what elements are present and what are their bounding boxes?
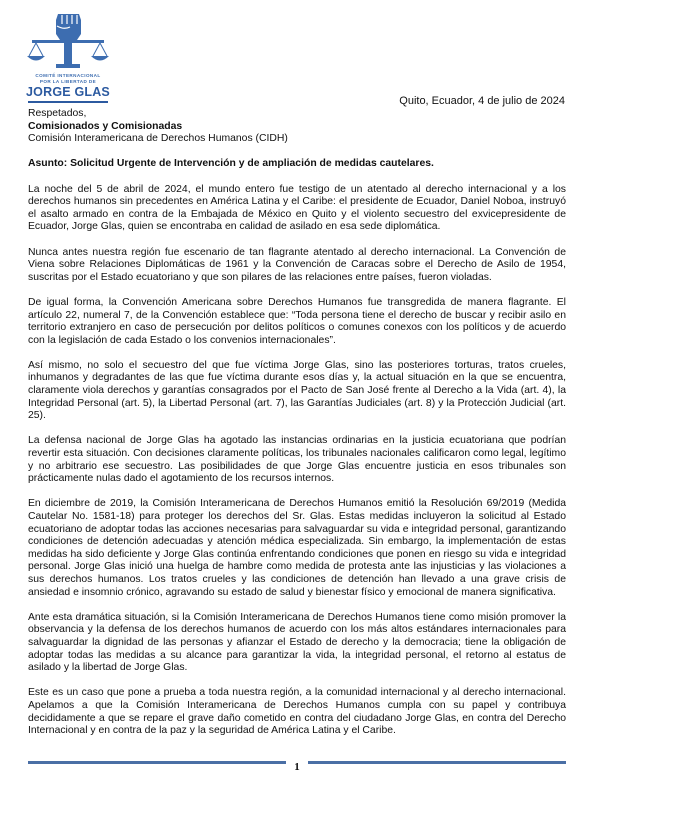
- footer-rule-right: [308, 761, 566, 764]
- spacer: [28, 423, 566, 436]
- salutation: Respetados,: [28, 108, 87, 119]
- footer-rule-left: [28, 761, 286, 764]
- paragraph-7: Ante esta dramática situación, si la Comisión Interamericana de Derechos Humanos tiene como misión promover la observancia y la defensa de los derechos humanos de acuerdo con los más altos estándares internacionales para salvaguardar la dignidad de las personas y afianzar el Estado de derecho y la democracia; tiene la obligación de adoptar todas las medidas a su alcance para garantizar la vida, la integridad personal, el retorno al estatus de asilado y la libertad de Jorge Glas.: [28, 611, 566, 674]
- paragraph-5: La defensa nacional de Jorge Glas ha agotado las instancias ordinarias en la justicia ecuatoriana que podrían revertir esta situación. Con decisiones claramente políticas, los tribunales nacionales calificaron como legal, legítimo y no arbitrario ese secuestro. Las posibilidades de que Jorge Glas encuentre justicia en esos tribunales son prácticamente nulas dado el agotamiento de los recursos internos.: [28, 435, 566, 485]
- committee-logo: [24, 10, 112, 108]
- letter-date: Quito, Ecuador, 4 de julio de 2024: [399, 95, 565, 107]
- spacer: [28, 171, 566, 184]
- paragraph-4: Así mismo, no solo el secuestro del que fue víctima Jorge Glas, sino las posteriores torturas, tratos crueles, inhumanos y degradantes de las que fue víctima durante esos días y, la actual situación en la que se encuentra, claramente viola derechos y garantías consagrados por el Pacto de San José frente al Derecho a la Vida (art. 4), la Integridad Personal (art. 5), la Libertad Personal (art. 7), las Garantías Judiciales (art. 8) y la Protección Judicial (art. 25).: [28, 359, 566, 422]
- letter-body: [28, 108, 566, 738]
- paragraph-3: De igual forma, la Convención Americana sobre Derechos Humanos fue transgredida de manera flagrante. El artículo 22, numeral 7, de la Convención establece que: “Toda persona tiene el derecho de buscar y recibir asilo en territorio extranjero en caso de persecución por delitos políticos o comunes conexos con los políticos y de acuerdo con la legislación de cada Estado o los convenios internacionales”.: [28, 296, 566, 346]
- paragraph-1: La noche del 5 de abril de 2024, el mundo entero fue testigo de un atentado al derecho internacional y a los derechos humanos sin precedentes en América Latina y el Caribe: el presidente de Ecuador, Daniel Noboa, instruyó el asalto armado en contra de la Embajada de México en Quito y el violento secuestro del exvicepresidente de Ecuador, Jorge Glas, quien se encontraba en calidad de asilado en esa sede diplomática.: [28, 183, 566, 233]
- spacer: [28, 486, 566, 499]
- subject-line: Asunto: Solicitud Urgente de Intervención y de ampliación de medidas cautelares.: [28, 158, 434, 170]
- page-number: 1: [294, 761, 300, 773]
- logo-line-1: COMITÉ INTERNACIONAL: [35, 73, 101, 78]
- spacer: [28, 599, 566, 612]
- paragraph-2: Nunca antes nuestra región fue escenario de tan flagrante atentado al derecho internacional. La Convención de Viena sobre Relaciones Diplomáticas de 1961 y la Convención de Caracas sobre el Derecho de Asilo de 1954, suscritas por el Estado ecuatoriano y que son pilares de las relaciones entre países, fueron violadas.: [28, 246, 566, 283]
- logo-line-2: POR LA LIBERTAD DE: [39, 79, 97, 84]
- spacer: [28, 234, 566, 247]
- spacer: [28, 284, 566, 297]
- scales-of-justice-fist-icon: [24, 10, 112, 72]
- paragraph-8: Este es un caso que pone a prueba a toda nuestra región, a la comunidad internacional y al derecho internacional. Apelamos a que la Comisión Interamericana de Derechos Humanos cumpla con su papel y contribuya decididamente a que se repare el grave daño cometido en contra del ciudadano Jorge Glas, en contra del Derecho Internacional y en contra de la paz y la seguridad de América Latina y el Caribe.: [28, 687, 566, 737]
- spacer: [28, 347, 566, 360]
- spacer: [28, 146, 566, 159]
- paragraph-6: En diciembre de 2019, la Comisión Interamericana de Derechos Humanos emitió la Resolución 69/2019 (Medida Cautelar No. 1581-18) para proteger los derechos del Sr. Glas. Estas medidas incluyeron la solicitud al Estado ecuatoriano de adoptar todas las acciones necesarias para salvaguardar su vida e integridad personal, garantizando condiciones de detención adecuadas y atención médica especializada. Sin embargo, la implementación de estas medidas ha sido deficiente y Jorge Glas continúa enfrentando condiciones que ponen en riesgo su vida e integridad personal. Jorge Glas inició una huelga de hambre como medida de protesta ante las injusticias y las violaciones a sus derechos humanos. Los tratos crueles y las condiciones de detención han llevado a una grave crisis de ansiedad e insomnio crónico, agravando su estado de salud y bienestar físico y emocional de manera significativa.: [28, 498, 566, 598]
- recipient-line-2: Comisión Interamericana de Derechos Humanos (CIDH): [28, 133, 288, 145]
- logo-underline: [28, 101, 108, 103]
- logo-name: JORGE GLAS: [26, 85, 110, 99]
- spacer: [28, 675, 566, 688]
- recipient-line-1: Comisionados y Comisionadas: [28, 120, 183, 132]
